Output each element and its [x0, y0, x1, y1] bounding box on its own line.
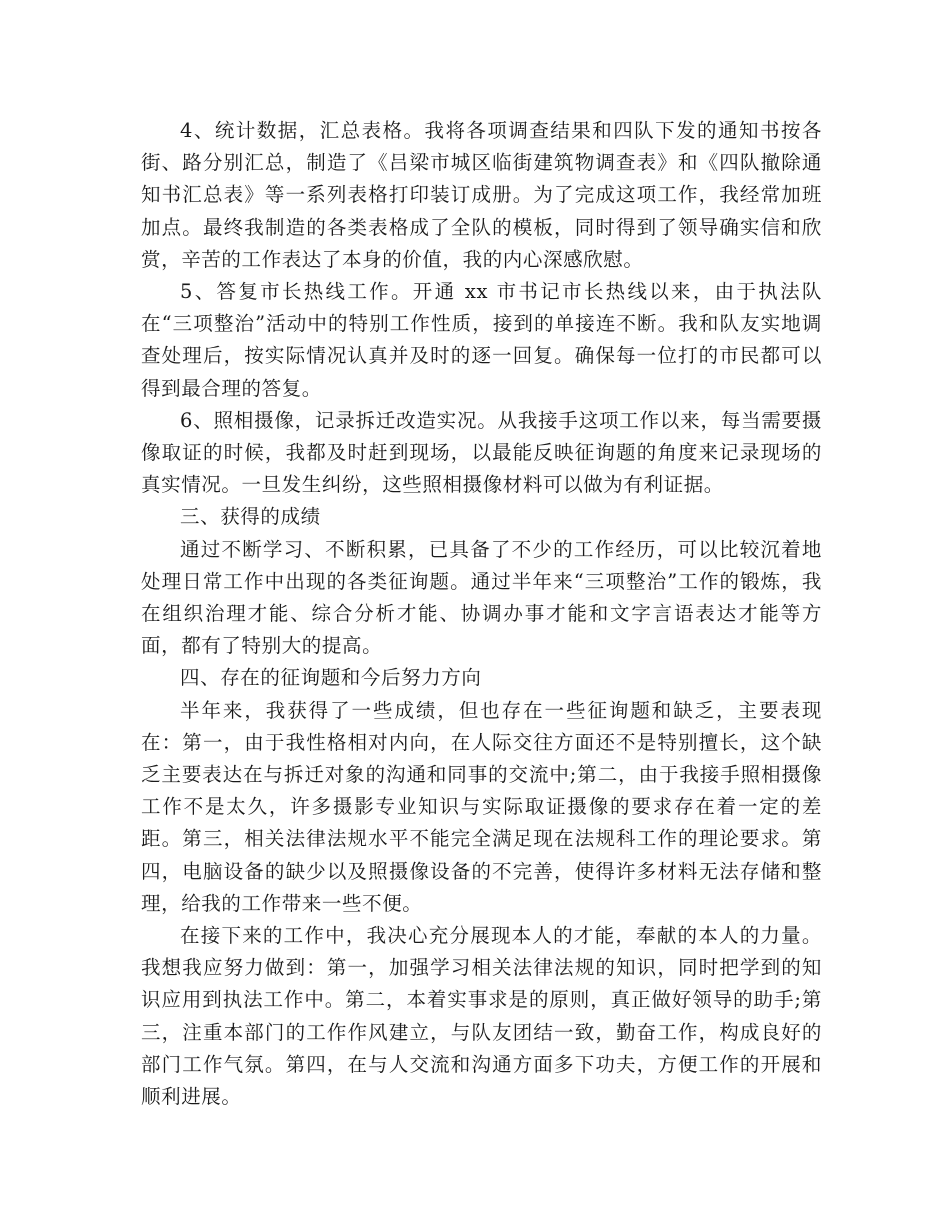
paragraph-hotline: 5、答复市长热线工作。开通 xx 市书记市长热线以来，由于执法队在“三项整治”活动中的特别工作性质，接到的单接连不断。我和队友实地调查处理后，按实际情况认真并及时的逐一回复。确保每一位打的市民都可以得到最合理的答复。 [141, 280, 822, 400]
paragraph-photography: 6、照相摄像，记录拆迁改造实况。从我接手这项工作以来，每当需要摄像取证的时候，我都及时赶到现场，以最能反映征询题的角度来记录现场的真实情况。一旦发生纠纷，这些照相摄像材料可以做为有利证据。 [141, 408, 822, 497]
section-heading-achievements: 三、获得的成绩 [180, 505, 321, 529]
paragraph-statistics: 4、统计数据，汇总表格。我将各项调查结果和四队下发的通知书按各街、路分别汇总，制造了《吕梁市城区临街建筑物调查表》和《四队撤除通知书汇总表》等一系列表格打印装订成册。为了完成这项工作，我经常加班加点。最终我制造的各类表格成了全队的模板，同时得到了领导确实信和欣赏，辛苦的工作表达了本身的价值，我的内心深感欣慰。 [141, 119, 822, 271]
paragraph-achievements: 通过不断学习、不断积累，已具备了不少的工作经历，可以比较沉着地处理日常工作中出现的各类征询题。通过半年来“三项整治”工作的锻炼，我在组织治理才能、综合分析才能、协调办事才能和文字言语表达才能等方面，都有了特别大的提高。 [141, 537, 822, 658]
paragraph-plans: 在接下来的工作中，我决心充分展现本人的才能，奉献的本人的力量。我想我应努力做到：第一，加强学习相关法律法规的知识，同时把学到的知识应用到执法工作中。第二，本着实事求是的原则，真正做好领导的助手;第三，注重本部门的工作作风建立，与队友团结一致，勤奋工作，构成良好的部门工作气氛。第四，在与人交流和沟通方面多下功夫，方便工作的开展和顺利进展。 [141, 924, 822, 1109]
document-body [141, 115, 822, 1113]
section-heading-problems: 四、存在的征询题和今后努力方向 [180, 666, 482, 690]
paragraph-problems: 半年来，我获得了一些成绩，但也存在一些征询题和缺乏，主要表现在：第一，由于我性格相对内向，在人际交往方面还不是特别擅长，这个缺乏主要表达在与拆迁对象的沟通和同事的交流中;第二，由于我接手照相摄像工作不是太久，许多摄影专业知识与实际取证摄像的要求存在着一定的差距。第三，相关法律法规水平不能完全满足现在法规科工作的理论要求。第四，电脑设备的缺少以及照摄像设备的不完善，使得许多材料无法存储和整理，给我的工作带来一些不便。 [141, 698, 822, 915]
